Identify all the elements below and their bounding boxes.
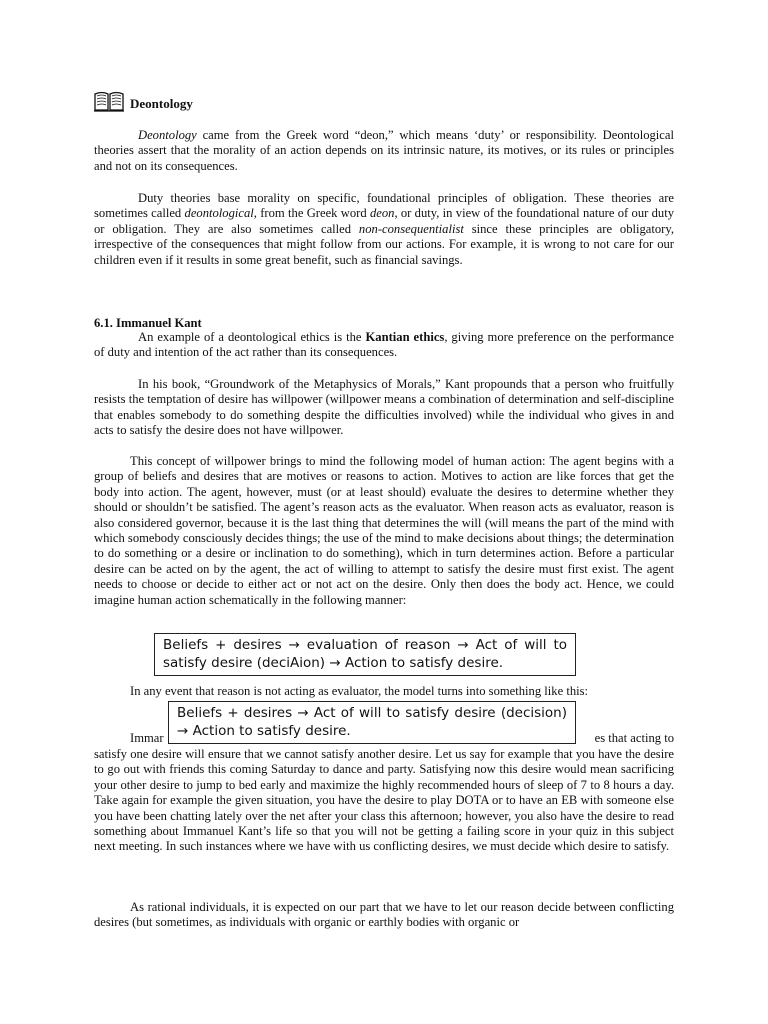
paragraph-rational-individuals: As rational individuals, it is expected on our part that we have to let our reason decide between conflicting desires (but sometimes, as individuals with organic or earthly bodies with organic or	[94, 900, 674, 930]
action-model-box-1: Beliefs + desires → evaluation of reason → Act of will to satisfy desire (deciAion) → Action to satisfy desire.	[154, 633, 576, 676]
paragraph-intro: Deontology came from the Greek word “deon,” which means ‘duty’ or responsibility. Deontological theories assert that the morality of an action depends on its intrinsic nature, its motives, or its rules or principles and not on its consequences.	[94, 128, 674, 173]
section-heading	[94, 90, 193, 112]
paragraph-fragment-right: es that acting to	[594, 731, 674, 745]
term-kantian-ethics: Kantian ethics	[365, 330, 445, 344]
action-model-box-2: Beliefs + desires → Act of will to satisfy desire (decision) → Action to satisfy desire.	[168, 701, 576, 744]
paragraph-kantian-ethics: An example of a deontological ethics is the Kantian ethics, giving more preference on the performance of duty and intention of the act rather than its consequences.	[94, 330, 674, 360]
paragraph-conflicting-desires: satisfy one desire will ensure that we cannot satisfy another desire. Let us say for example that you have the desire to go out with friends this coming Saturday to dance and party. Satisfying now this desire would mean sacrificing your other desire to jump to bed early and maximize the highly recommended hours of sleep of 7 to 8 hours a day. Take again for example the given situation, you have the desire to play DOTA or to have an EB with someone else you have been chatting lately over the net after your class this afternoon; however, you also have the desire to read something about Immanuel Kant’s life so that you will not be getting a failing score in your quiz in this subject next meeting. In such instances where we have with us conflicting desires, we must decide which desire to satisfy.	[94, 747, 674, 854]
paragraph-duty-theories: Duty theories base morality on specific, foundational principles of obligation. These theories are sometimes called deontological, from the Greek word deon, or duty, in view of the foundational nature of our duty or obligation. They are also sometimes called non-consequentialist since these principles are obligatory, irrespective of the consequences that might follow from our actions. For example, it is wrong to not care for our children even if it results in some great benefit, such as financial savings.	[94, 191, 674, 267]
page-title: Deontology	[130, 96, 193, 111]
open-book-icon	[94, 90, 124, 112]
paragraph-model-of-action: This concept of willpower brings to mind the following model of human action: The agent begins with a group of beliefs and desires that are motives or reasons to action. Motives to action are like forces that get the body into action. The agent, however, must (or at least should) evaluate the desires to determine whether they should or shouldn’t be satisfied. The agent’s reason acts as the evaluator. When reason acts as evaluator, reason is also considered governor, because it is the last thing that determines the will (will means the part of the mind with which somebody consciously decides things; the use of the mind to make decisions about things; the determination to do something or a desire or inclination to do something), which in turn determines action. Before a particular desire can be acted on by the agent, the act of willing to attempt to satisfy the desire must first exist. The agent needs to choose or decide to either act or not act on the desire. Only then does the body act. Hence, we could imagine human action schematically in the following manner:	[94, 454, 674, 607]
section-title-kant: 6.1. Immanuel Kant	[94, 316, 202, 330]
paragraph-willpower: In his book, “Groundwork of the Metaphysics of Morals,” Kant propounds that a person who fruitfully resists the temptation of desire has willpower (willpower means a combination of determination and self-discipline that enables somebody to do something despite the difficulties involved) while the individual who gives in and acts to satisfy the desire does not have willpower.	[94, 377, 674, 438]
paragraph-fragment-left: Immar	[130, 731, 164, 745]
paragraph-reason-not-evaluator: In any event that reason is not acting as evaluator, the model turns into something like this:	[130, 684, 589, 698]
term-deontology: Deontology	[138, 128, 197, 142]
